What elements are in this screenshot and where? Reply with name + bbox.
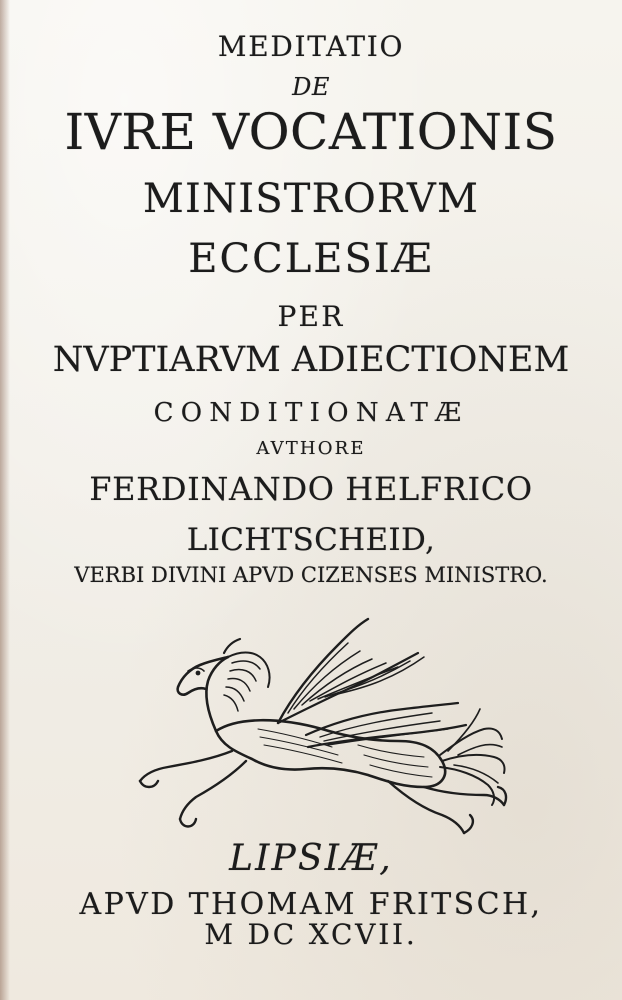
title-line-ivre-vocationis: IVRE VOCATIONIS (64, 103, 558, 161)
title-line-avthore: AVTHORE (256, 438, 366, 459)
author-first-names: FERDINANDO HELFRICO (89, 470, 533, 508)
author-description: VERBI DIVINI APVD CIZENSES MINISTRO. (74, 563, 548, 587)
title-line-ecclesiae: ECCLESIÆ (188, 236, 434, 282)
title-line-nvptiarvm-adiectionem: NVPTIARVM ADIECTIONEM (52, 340, 570, 380)
pegasus-woodcut-icon (128, 605, 508, 840)
title-line-meditatio: MEDITATIO (217, 30, 405, 63)
imprint-place: LIPSIÆ, (229, 838, 393, 879)
author-surname: LICHTSCHEID, (186, 522, 436, 558)
imprint-year: M DC XCVII. (204, 918, 418, 951)
title-line-per: PER (277, 300, 345, 333)
imprint-publisher: APVD THOMAM FRITSCH, (79, 887, 543, 922)
title-line-de: DE (292, 73, 330, 101)
title-line-ministrorvm: MINISTRORVM (142, 176, 480, 222)
title-line-conditionatae: CONDITIONATÆ (153, 398, 469, 428)
